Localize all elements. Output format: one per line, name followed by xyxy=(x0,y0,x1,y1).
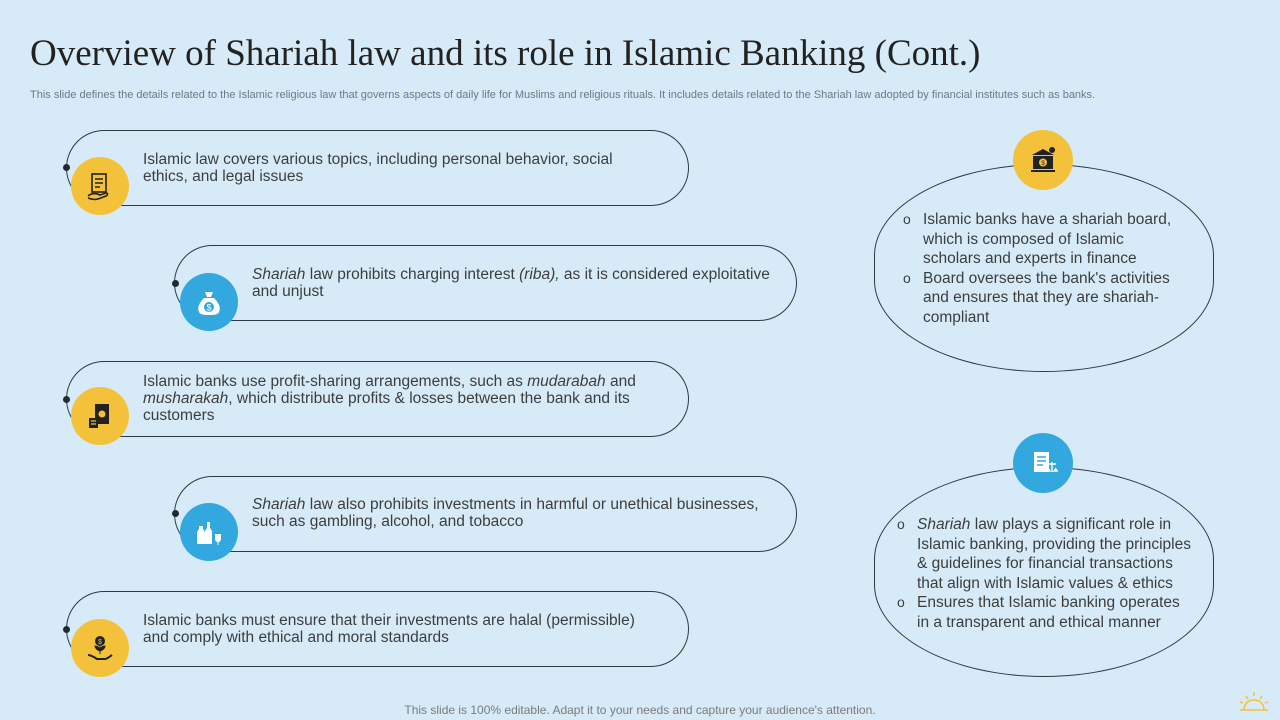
item-text: Islamic banks must ensure that their investments are halal (permissible) and comply with ethical and moral standards xyxy=(143,612,635,646)
money-bag-icon xyxy=(180,273,238,331)
footer-note: This slide is 100% editable. Adapt it to your needs and capture your audience's attention. xyxy=(404,703,876,717)
contract-calculator-icon xyxy=(71,387,129,445)
bullet-item: o Ensures that Islamic banking operates in a transparent and ethical manner xyxy=(897,593,1192,632)
bank-icon xyxy=(1013,130,1073,190)
bullet-list xyxy=(897,515,1192,632)
corner-logo-icon xyxy=(1236,688,1272,714)
bullet-text: law plays a significant role in Islamic banking, providing the principles & guidelines for financial transactions that align with Islamic values & ethics xyxy=(917,516,1191,592)
document-hand-icon xyxy=(71,157,129,215)
connector-dot xyxy=(63,164,70,171)
item-text: Islamic law covers various topics, including personal behavior, social ethics, and legal issues xyxy=(143,151,613,185)
bullet-list xyxy=(903,210,1183,327)
item-text-em: (riba), xyxy=(519,266,560,283)
item-text-part: law prohibits charging interest xyxy=(305,266,520,283)
item-text xyxy=(252,496,782,530)
item-text-em: Shariah xyxy=(252,496,306,513)
bullet-item xyxy=(897,515,1192,593)
bullet-item: o Board oversees the bank's activities and ensures that they are shariah-compliant xyxy=(903,269,1183,328)
svg-text:$: $ xyxy=(206,302,212,313)
item-text xyxy=(143,373,643,424)
item-text-part: as it is considered exploitative and unjust xyxy=(252,266,770,300)
bottles-icon xyxy=(180,503,238,561)
connector-dot xyxy=(63,396,70,403)
item-text-em: musharakah xyxy=(143,390,229,407)
connector-dot xyxy=(172,510,179,517)
slide-subtitle: This slide defines the details related to the Islamic religious law that governs aspects of daily life for Muslims and religious rituals. It includes details related to the Shariah law adopted by financial institutes such as banks. xyxy=(30,89,1096,101)
connector-dot xyxy=(172,280,179,287)
item-text-em: mudarabah xyxy=(527,373,606,390)
item-text-part: law also prohibits investments in harmful or unethical businesses, such as gambling, alcohol, and tobacco xyxy=(252,496,759,530)
legal-document-icon xyxy=(1013,433,1073,493)
svg-text:$: $ xyxy=(98,639,102,646)
hand-plant-coin-icon xyxy=(71,619,129,677)
connector-dot xyxy=(63,626,70,633)
bullet-em: Shariah xyxy=(917,516,971,533)
item-text-part: and xyxy=(605,373,636,390)
item-text-part: Islamic banks use profit-sharing arrangements, such as xyxy=(143,373,528,390)
svg-text:$: $ xyxy=(1041,161,1045,167)
slide-title: Overview of Shariah law and its role in Islamic Banking (Cont.) xyxy=(30,33,981,74)
bullet-item: o Islamic banks have a shariah board, which is composed of Islamic scholars and experts in finance xyxy=(903,210,1183,269)
item-text-part: , which distribute profits & losses between the bank and its customers xyxy=(143,390,630,424)
item-text xyxy=(252,266,772,300)
item-text-em: Shariah xyxy=(252,266,306,283)
